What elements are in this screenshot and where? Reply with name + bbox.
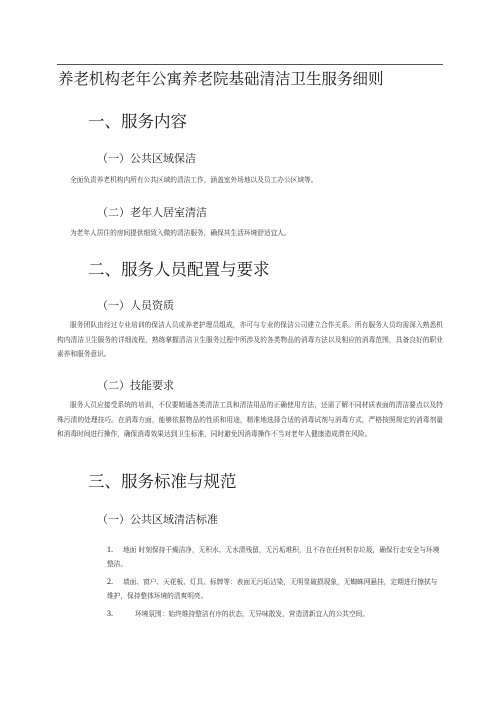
paragraph-skills: 服务人员应接受系统的培训，不仅要精通各类清洁工具和清洁用品的正确使用方法，还需了解不同材质表面的清洁要点以及特殊污渍的处理技巧。在消毒方面，能够依据物品的性质和用途，精准地选择合适的消毒试剂与消毒方式，严格按照规定的消毒剂量和消毒时间进行操作，确保消毒效果达到卫生标准，同时避免因消毒操作不当对老年人健康造成潜在风险。 xyxy=(57,401,443,438)
list-item xyxy=(107,607,443,621)
list-item-number: 1. xyxy=(107,545,113,554)
paragraph-elderly-room: 为老年人居住的房间提供细致入微的清洁服务，确保其生活环境舒适宜人。 xyxy=(70,229,291,237)
subsection-heading-skills: （二）技能要求 xyxy=(97,379,174,392)
list-item-number: 3. xyxy=(107,609,113,618)
section-heading-staff-requirements: 二、服务人员配置与要求 xyxy=(88,260,270,279)
subsection-heading-elderly-room: （二）老年人居室清洁 xyxy=(97,206,207,219)
subsection-heading-public-area-standards: （一）公共区域清洁标准 xyxy=(97,513,218,526)
document-title: 养老机构老年公寓养老院基础清洁卫生服务细则 xyxy=(58,70,384,88)
paragraph-qualification: 服务团队由经过专业培训的保洁人员或养老护理员组成，亦可与专业的保洁公司建立合作关系。所有服务人员均需深入熟悉机构内清洁卫生服务的详细流程，熟练掌握清洁卫生服务过程中所涉及的各类物品的消毒方法以及相应的消毒范围，具备良好的职业素养和服务意识。 xyxy=(57,321,443,358)
subsection-heading-public-area: （一）公共区域保洁 xyxy=(97,152,196,165)
list-item-number: 2. xyxy=(107,577,113,586)
section-heading-service-content: 一、服务内容 xyxy=(88,112,187,131)
list-item xyxy=(107,575,443,603)
section-heading-service-standards: 三、服务标准与规范 xyxy=(88,472,237,491)
list-item-text: 墙面、窗户、天花板、灯具、标牌等：表面无污垢沾染，无明显破损现象，无蜘蛛网悬挂，定期进行擦拭与维护，保持整体环境的清爽明亮。 xyxy=(107,578,438,600)
list-item-text: 环境氛围：始终维持整洁有序的状态，无异味散发，营造清新宜人的公共空间。 xyxy=(135,610,370,618)
list-item xyxy=(107,543,443,571)
subsection-heading-qualification: （一）人员资质 xyxy=(97,299,174,312)
header-rule xyxy=(57,64,443,65)
list-item-text: 地面 时刻保持干燥洁净，无积水、无水渍残留，无污垢堆积，且不存在任何积存垃圾，确保行走安全与环境整洁。 xyxy=(107,546,440,568)
paragraph-public-area: 全面负责养老机构内所有公共区域的清洁工作，涵盖室外场地以及员工办公区域等。 xyxy=(70,176,318,184)
